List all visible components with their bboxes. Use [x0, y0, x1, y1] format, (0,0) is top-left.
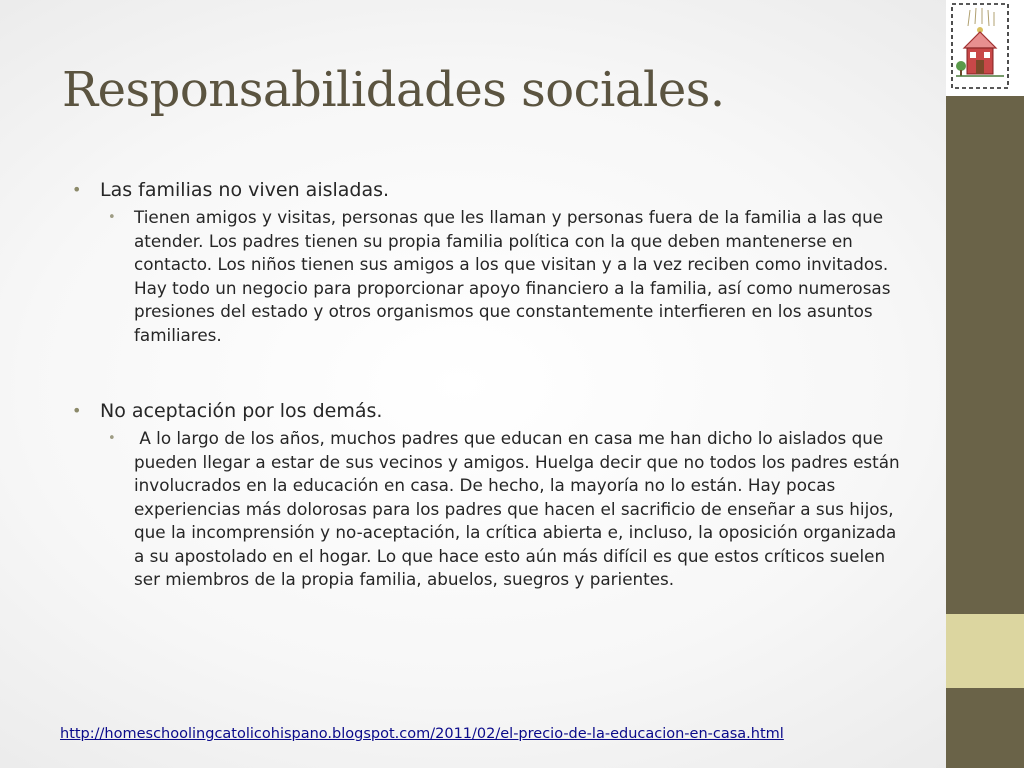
bullet-item	[70, 178, 900, 202]
bullet-dot: •	[72, 401, 82, 420]
sub-bullet-item	[70, 427, 906, 592]
sub-bullet-dot: •	[108, 431, 116, 446]
bullet-text: No aceptación por los demás.	[100, 400, 383, 422]
band-olive-bottom-segment	[946, 688, 1024, 768]
logo-tree	[956, 61, 966, 71]
decorative-side-band	[946, 0, 1024, 768]
bullet-dot: •	[72, 180, 82, 199]
slide-title: Responsabilidades sociales.	[62, 62, 725, 118]
bullet-item	[70, 399, 900, 423]
source-link[interactable]: http://homeschoolingcatolicohispano.blogspot.com/2011/02/el-precio-de-la-educacion-en-casa.html	[60, 726, 784, 742]
sub-bullet-text: A lo largo de los años, muchos padres que educan en casa me han dicho lo aislados que pueden llegar a estar de sus vecinos y amigos. Huelga decir que no todos los padres están involucrados en la educación en casa. De hecho, la mayoría no lo están. Hay pocas experiencias más dolorosas para los padres que hacen el sacrificio de enseñar a sus hijos, que la incomprensión y no-aceptación, la crítica abierta e, incluso, la oposición organizada a su apostolado en el hogar. Lo que hace esto aún más difícil es que estos críticos suelen ser miembros de la propia familia, abuelos, suegros y parientes.	[134, 428, 906, 589]
sub-bullet-dot: •	[108, 210, 116, 225]
bullet-text: Las familias no viven aisladas.	[100, 179, 390, 201]
sub-bullet-text: Tienen amigos y visitas, personas que les llaman y personas fuera de la familia a las que atender. Los padres tienen su propia familia política con la que deben mantenerse en contacto. Los niños tienen sus amigos a los que visitan y a la vez reciben como invitados. Hay todo un negocio para proporcionar apoyo financiero a la familia, así como numerosas presiones del estado y otros organismos que constantemente interfieren en los asuntos familiares.	[134, 207, 891, 345]
slide-body	[70, 178, 906, 592]
band-khaki-segment	[946, 614, 1024, 688]
logo-door	[976, 60, 984, 74]
schoolhouse-icon	[950, 2, 1010, 90]
sub-bullet-item	[70, 206, 900, 347]
band-olive-segment	[946, 96, 1024, 614]
